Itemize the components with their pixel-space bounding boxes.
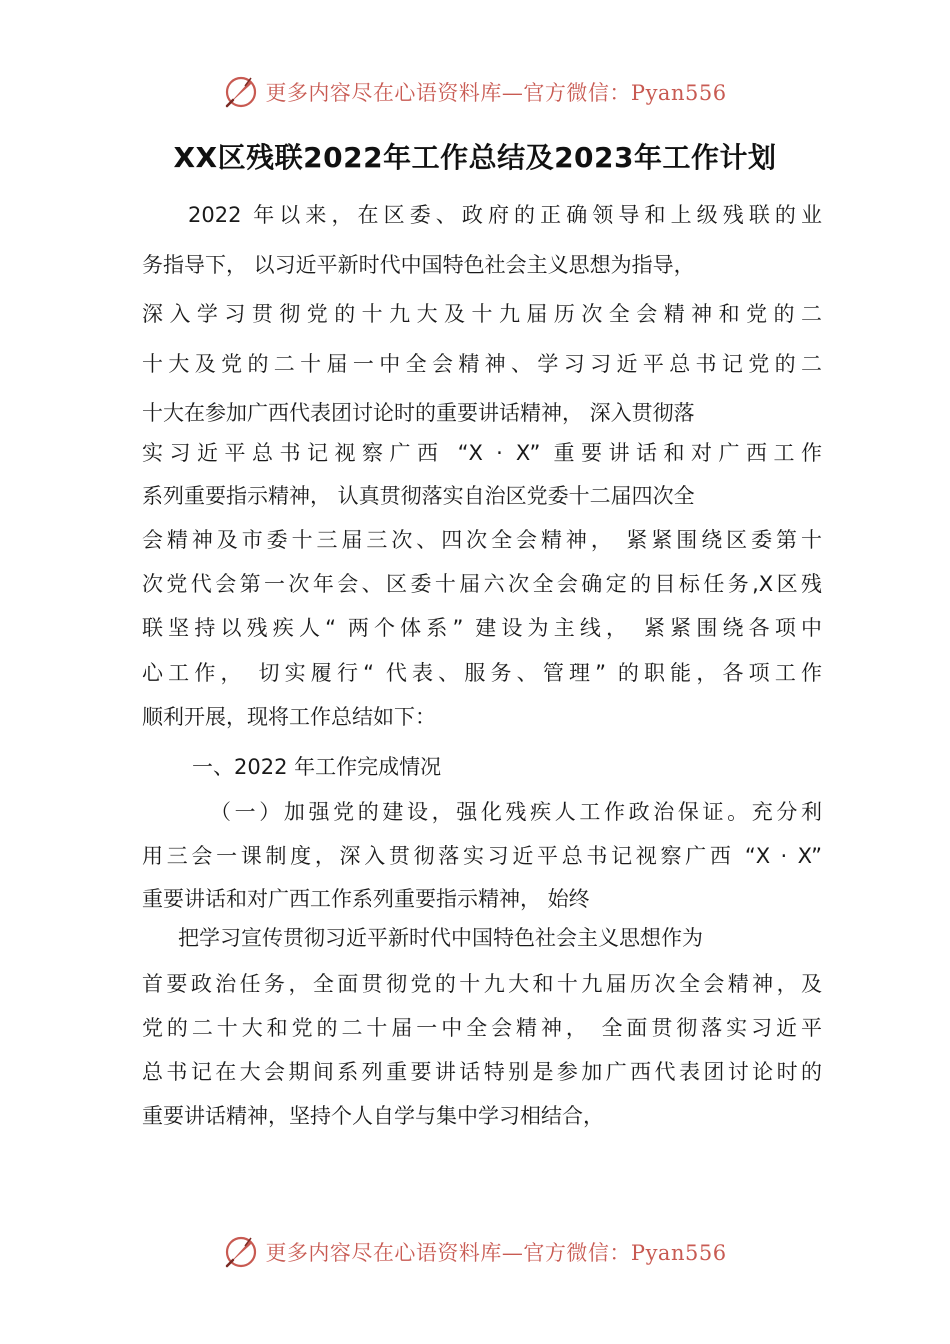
footer-banner	[0, 1232, 950, 1272]
paragraph-line: 实习近平总书记视察广西 “X · X” 重要讲话和对广西工作	[142, 441, 822, 465]
paragraph-line: 务指导下， 以习近平新时代中国特色社会主义思想为指导，	[142, 253, 695, 277]
paragraph-line: 用三会一课制度，深入贯彻落实习近平总书记视察广西 “X · X”	[142, 844, 822, 868]
paragraph-line: 党的二十大和党的二十届一中全会精神， 全面贯彻落实习近平	[142, 1016, 822, 1040]
paragraph-line: 首要政治任务，全面贯彻党的十九大和十九届历次全会精神，及	[142, 972, 822, 996]
header-banner	[0, 72, 950, 112]
paragraph-line: 会精神及市委十三届三次、四次全会精神， 紧紧围绕区委第十	[142, 528, 822, 552]
paragraph-line: 把学习宣传贯彻习近平新时代中国特色社会主义思想作为	[178, 926, 703, 950]
paragraph-line: 联坚持以残疾人“ 两个体系” 建设为主线， 紧紧围绕各项中	[142, 616, 822, 640]
paragraph-line: 心工作， 切实履行“ 代表、服务、管理” 的职能，各项工作	[142, 661, 822, 685]
paragraph-line: 十大在参加广西代表团讨论时的重要讲话精神， 深入贯彻落	[142, 401, 695, 425]
paragraph-line: 顺利开展，现将工作总结如下：	[142, 705, 436, 729]
paragraph-line: 次党代会第一次年会、区委十届六次全会确定的目标任务,X区残	[142, 572, 822, 596]
quill-logo-icon	[223, 1234, 259, 1270]
subsection-line: （一）加强党的建设，强化残疾人工作政治保证。充分利	[210, 800, 822, 824]
paragraph-line: 2022 年以来，在区委、政府的正确领导和上级残联的业	[188, 203, 822, 227]
section-heading: 一、2022 年工作完成情况	[192, 755, 442, 779]
quill-logo-icon	[223, 74, 259, 110]
paragraph-line: 深入学习贯彻党的十九大及十九届历次全会精神和党的二	[142, 302, 822, 326]
paragraph-line: 重要讲话精神，坚持个人自学与集中学习相结合，	[142, 1104, 604, 1128]
paragraph-line: 系列重要指示精神， 认真贯彻落实自治区党委十二届四次全	[142, 484, 695, 508]
document-title: XX区残联2022年工作总结及2023年工作计划	[173, 141, 777, 174]
paragraph-line: 重要讲话和对广西工作系列重要指示精神， 始终	[142, 887, 590, 911]
header-banner-text: 更多内容尽在心语资料库—官方微信：Pyan556	[265, 81, 727, 105]
footer-banner-text: 更多内容尽在心语资料库—官方微信：Pyan556	[265, 1241, 727, 1265]
paragraph-line: 总书记在大会期间系列重要讲话特别是参加广西代表团讨论时的	[142, 1060, 822, 1084]
paragraph-line: 十大及党的二十届一中全会精神、学习习近平总书记党的二	[142, 352, 822, 376]
